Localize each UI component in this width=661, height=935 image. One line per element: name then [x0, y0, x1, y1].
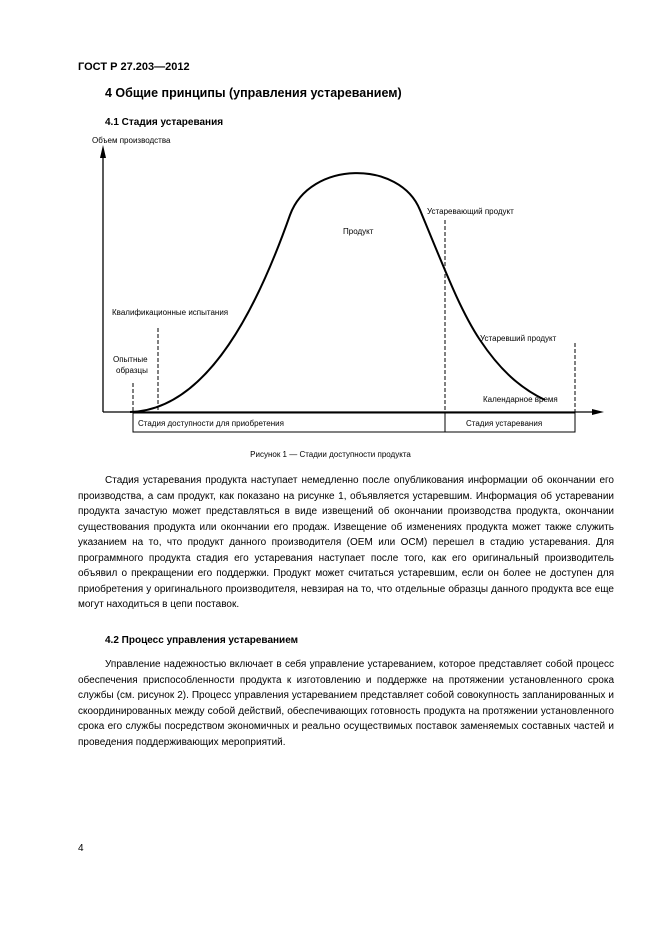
section-4-title: 4 Общие принципы (управления устареванием) [105, 86, 402, 100]
page-number: 4 [78, 843, 84, 854]
figure-1-diagram [0, 130, 661, 435]
figure-1-caption: Рисунок 1 — Стадии доступности продукта [250, 450, 411, 459]
paragraph-management-process [78, 657, 614, 750]
samples-label-line2: образцы [116, 366, 148, 375]
section-4-2-title: 4.2 Процесс управления устареванием [105, 635, 299, 646]
y-axis-label: Объем производства [92, 136, 171, 145]
obsolete-label: Устаревший продукт [480, 334, 557, 343]
paragraph-obsolescence-stage [78, 473, 614, 613]
section-4-1-title: 4.1 Стадия устаревания [105, 117, 224, 128]
document-header: ГОСТ Р 27.203—2012 [78, 61, 190, 73]
samples-label-line1: Опытные [113, 355, 148, 364]
obsolescent-label: Устаревающий продукт [427, 207, 514, 216]
qualification-label: Квалификационные испытания [112, 308, 229, 317]
x-axis-label: Календарное время [483, 395, 558, 404]
stage-availability-label: Стадия доступности для приобретения [138, 419, 284, 428]
stage-obsolescence-label: Стадия устаревания [466, 419, 543, 428]
x-axis-arrow [592, 409, 604, 415]
paragraph-text: Стадия устаревания продукта наступает немедленно после опубликования информации об окончании его производства, а сам продукт, как показано на рисунке 1, объявляется устаревшим. Информация об устаревании продукта зачастую может представляться в виде извещений об окончании производства продукта, окончании существования продукта или окончании его продаж. Извещение об изменениях продукта может также служить указанием на то, что продукт данного производителя (OEM или OCM) перешел в стадию устаревания. Для программного продукта стадия его устаревания наступает после того, как его оригинальный производитель объявил о прекращении его поддержки. Продукт может считаться устаревшим, если он более не доступен для приобретения у оригинального производителя, невзирая на то, что отдельные образцы данного продукта все еще могут находиться в цепи поставок. [78, 475, 614, 610]
curve-label: Продукт [343, 227, 374, 236]
paragraph-text: Управление надежностью включает в себя управление устареванием, которое представляет собой процесс обеспечения приспособленности продукта к изготовлению и поддержке на протяжении установленного срока службы (см. рисунок 2). Процесс управления устареванием представляет собой совокупность запланированных и скоординированных между собой действий, обеспечивающих готовность продукта на протяжении установленного срока его службы посредством экономичных и реально осуществимых поставок заменяемых составных частей и проведения поддерживающих мероприятий. [78, 659, 614, 748]
y-axis-arrow [100, 145, 106, 158]
